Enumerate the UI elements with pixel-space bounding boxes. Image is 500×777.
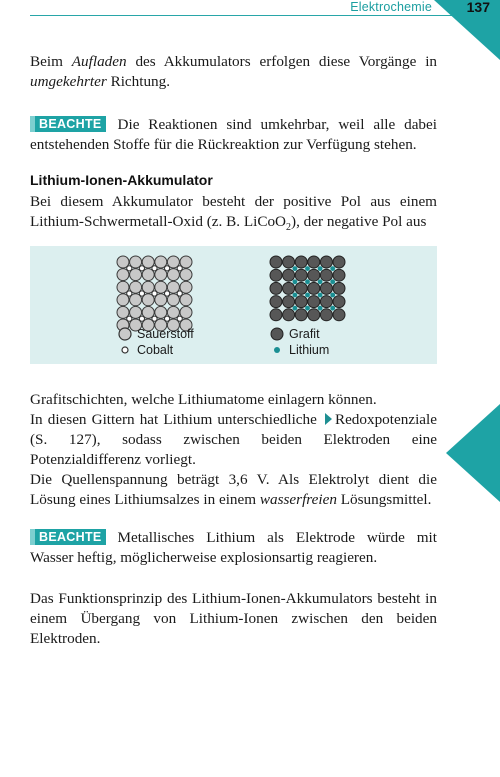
legend-item-lithium: Lithium	[270, 342, 329, 358]
lithium-atom	[293, 266, 298, 271]
cobalt-atom	[152, 266, 157, 271]
legend-right	[270, 326, 329, 358]
lithium-atom	[330, 279, 335, 284]
graphite-atom	[308, 296, 320, 308]
section-heading: Lithium-Ionen-Akkumulator	[30, 172, 213, 188]
cobalt-atom	[165, 316, 170, 321]
graphite-atom	[308, 256, 320, 268]
graphite-atom	[295, 256, 307, 268]
lithium-atom	[330, 266, 335, 271]
lithium-dot-icon	[270, 343, 284, 357]
legend-item-graphite: Grafit	[270, 326, 329, 342]
graphite-circle-icon	[270, 327, 284, 341]
body-paragraph: Grafitschichten, welche Lithiumatome einlagern können. In diesen Gittern hat Lithium unterschiedliche Redoxpotenziale (S. 127), sodass zwischen beiden Elektroden eine Potenzialdifferenz vorliegt. Die Quellenspannung beträgt 3,6 V. Als Elektrolyt dient die Lösung eines Lithiumsalzes in einem wasserfreien Lösungsmittel.	[30, 391, 437, 508]
graphite-atom	[308, 269, 320, 281]
graphite-atom	[333, 282, 345, 294]
graphite-atom	[295, 282, 307, 294]
cobalt-dot-icon	[118, 343, 132, 357]
graphite-atom	[295, 309, 307, 321]
crystal-lattice-figure	[30, 246, 437, 364]
lithium-atom	[318, 306, 323, 311]
lithium-atom	[305, 293, 310, 298]
cobalt-atom	[127, 266, 132, 271]
lithium-atom	[318, 293, 323, 298]
lithium-atom	[330, 293, 335, 298]
graphite-atom	[320, 256, 332, 268]
intro-paragraph: Beim Aufladen des Akkumulators erfolgen diese Vorgänge in umgekehrter Richtung.	[30, 53, 438, 90]
page-header	[0, 0, 500, 18]
cobalt-atom	[177, 266, 182, 271]
lithium-atom	[293, 306, 298, 311]
graphite-atom	[283, 309, 295, 321]
section-title: Elektrochemie	[350, 0, 432, 14]
graphite-atom	[270, 282, 282, 294]
lithium-atom	[305, 266, 310, 271]
beachte-badge: BEACHTE	[30, 116, 106, 132]
cobalt-atom	[165, 266, 170, 271]
cobalt-atom	[127, 291, 132, 296]
graphite-atom	[270, 309, 282, 321]
cobalt-atom	[177, 291, 182, 296]
lithium-atom	[318, 266, 323, 271]
graphite-atom	[295, 296, 307, 308]
cobalt-atom	[152, 316, 157, 321]
cobalt-atom	[177, 316, 182, 321]
graphite-atom	[283, 269, 295, 281]
section-paragraph: Bei diesem Akkumulator besteht der positive Pol aus einem Lithium-Schwermetall-Oxid (z. B. LiCoO$_2$), der negative Pol aus	[30, 193, 437, 234]
graphite-atom	[270, 256, 282, 268]
chapter-side-tab	[446, 404, 500, 502]
graphite-atom	[283, 256, 295, 268]
graphite-atom	[333, 269, 345, 281]
cobalt-atom	[152, 291, 157, 296]
cobalt-atom	[127, 316, 132, 321]
graphite-atom	[333, 309, 345, 321]
legend-item-oxygen: Sauerstoff	[118, 326, 194, 342]
lithium-atom	[293, 279, 298, 284]
page-number: 137	[466, 0, 490, 15]
lithium-atom	[330, 306, 335, 311]
header-rule	[30, 15, 500, 16]
crossref-arrow-icon	[325, 413, 332, 425]
graphite-atom	[308, 309, 320, 321]
cobalt-atom	[139, 266, 144, 271]
graphite-atom	[320, 296, 332, 308]
closing-paragraph: Das Funktionsprinzip des Lithium-Ionen-Akkumulators besteht in einem Übergang von Lithium-Ionen zwischen den beiden Elektroden.	[30, 590, 437, 647]
cobalt-atom	[165, 291, 170, 296]
graphite-atom	[333, 256, 345, 268]
lithium-atom	[293, 293, 298, 298]
graphite-atom	[270, 269, 282, 281]
chapter-number: 7	[452, 423, 464, 445]
graphite-atom	[295, 269, 307, 281]
graphite-atom	[320, 269, 332, 281]
lithium-atom	[305, 279, 310, 284]
cobalt-atom	[139, 291, 144, 296]
cobalt-atom	[139, 316, 144, 321]
graphite-atom	[320, 282, 332, 294]
graphite-atom	[320, 309, 332, 321]
graphite-atom	[333, 296, 345, 308]
note-reversible: BEACHTE Die Reaktionen sind umkehrbar, weil alle dabei entstehenden Stoffe für die Rückreaktion zur Verfügung stehen.	[30, 116, 437, 153]
oxygen-circle-icon	[118, 327, 132, 341]
beachte-badge: BEACHTE	[30, 529, 106, 545]
legend-left	[118, 326, 194, 358]
graphite-atom	[308, 282, 320, 294]
crossref-link[interactable]: Redoxpotenziale	[334, 411, 437, 428]
legend-item-cobalt: Cobalt	[118, 342, 194, 358]
note-lithium-water: BEACHTE Metallisches Lithium als Elektrode würde mit Wasser heftig, möglicherweise explosionsartig reagieren.	[30, 529, 437, 566]
graphite-atom	[270, 296, 282, 308]
graphite-atom	[283, 296, 295, 308]
lithium-atom	[318, 279, 323, 284]
lattice-illustration	[30, 246, 437, 364]
lithium-atom	[305, 306, 310, 311]
graphite-atom	[283, 282, 295, 294]
